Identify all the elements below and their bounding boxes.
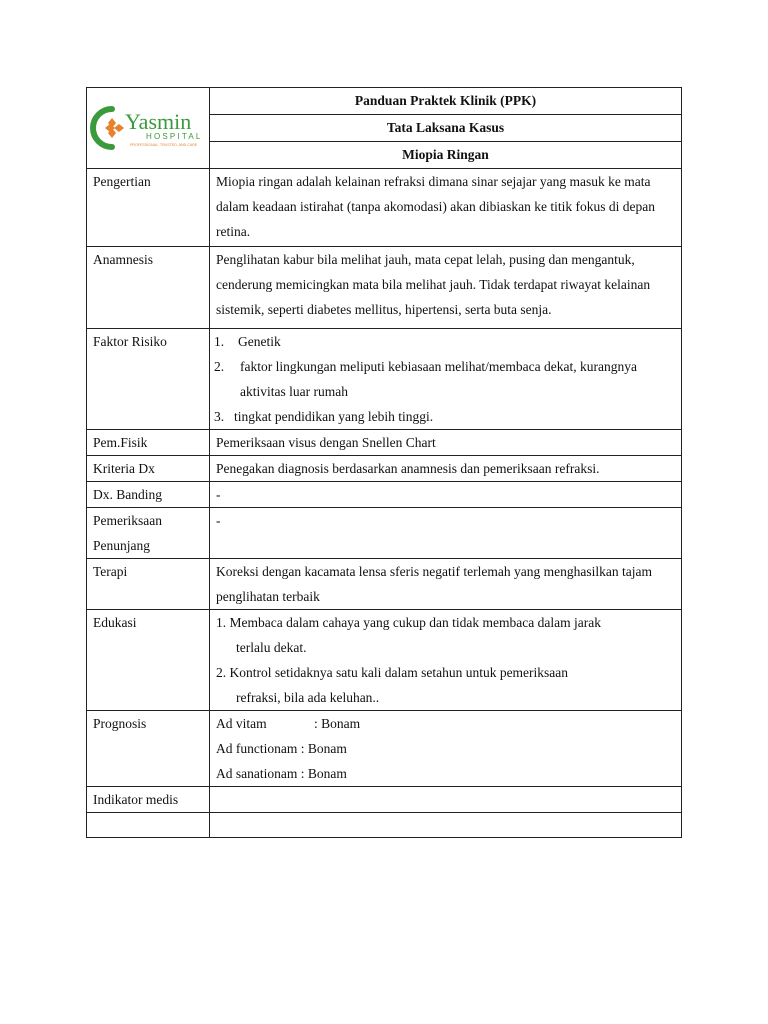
row-pemeriksaan-penunjang: [87, 508, 682, 559]
list-number: 3.: [214, 409, 225, 424]
list-item: [216, 660, 675, 710]
list-item: [216, 610, 675, 660]
logo-cell: [87, 88, 210, 169]
list-item: [214, 329, 675, 354]
list-text: tingkat pendidikan yang lebih tinggi.: [234, 409, 434, 424]
list-text-continued: refraksi, bila ada keluhan..: [236, 690, 380, 705]
row-label: Faktor Risiko: [87, 329, 210, 430]
row-label: Terapi: [87, 559, 210, 610]
logo-name: Yasmin: [125, 109, 192, 134]
row-value: -: [210, 482, 682, 508]
prognosis-key: Ad sanationam: [216, 766, 298, 781]
prognosis-key: Ad vitam: [216, 716, 267, 731]
prognosis-key: Ad functionam: [216, 741, 298, 756]
header-subtitle: Tata Laksana Kasus: [210, 115, 682, 142]
row-label: Edukasi: [87, 610, 210, 711]
row-dx-banding: [87, 482, 682, 508]
row-label: Pengertian: [87, 169, 210, 247]
row-label: Pemeriksaan Penunjang: [87, 508, 210, 559]
risk-factor-list: [214, 329, 675, 429]
list-number: 1.: [214, 334, 225, 349]
header-title: Panduan Praktek Klinik (PPK): [210, 88, 682, 115]
row-label: Indikator medis: [87, 787, 210, 813]
list-text: faktor lingkungan meliputi kebiasaan melihat/membaca dekat, kurangnya aktivitas luar rumah: [240, 359, 637, 399]
list-number: 2.: [214, 359, 225, 374]
row-anamnesis: [87, 247, 682, 329]
row-value: [210, 329, 682, 430]
row-label: Anamnesis: [87, 247, 210, 329]
prognosis-item: [216, 711, 675, 736]
list-text: 2. Kontrol setidaknya satu kali dalam setahun untuk pemeriksaan: [216, 665, 569, 680]
logo-sub: HOSPITAL: [146, 132, 203, 141]
logo-tagline: PROFESSIONAL, TRUSTED, AND CARE: [130, 143, 198, 147]
row-pem-fisik: [87, 430, 682, 456]
list-text: Genetik: [238, 334, 281, 349]
row-terapi: [87, 559, 682, 610]
row-label: Dx. Banding: [87, 482, 210, 508]
row-kriteria-dx: [87, 456, 682, 482]
prognosis-item: [216, 761, 675, 786]
list-item: [214, 404, 675, 429]
prognosis-value: : Bonam: [300, 741, 347, 756]
prognosis-item: [216, 736, 675, 761]
list-item: [214, 354, 675, 404]
header-case-name: Miopia Ringan: [210, 142, 682, 169]
education-list: [216, 610, 675, 710]
row-label: Pem.Fisik: [87, 430, 210, 456]
row-label: Prognosis: [87, 711, 210, 787]
list-text: 1. Membaca dalam cahaya yang cukup dan tidak membaca dalam jarak: [216, 615, 601, 630]
row-value: -: [210, 508, 682, 559]
row-value: [210, 787, 682, 813]
prognosis-value: : Bonam: [300, 766, 347, 781]
row-faktor-risiko: [87, 329, 682, 430]
row-value: [210, 610, 682, 711]
row-value: Pemeriksaan visus dengan Snellen Chart: [210, 430, 682, 456]
row-prognosis: [87, 711, 682, 787]
row-pengertian: [87, 169, 682, 247]
row-value-empty: [210, 813, 682, 838]
row-value: [210, 711, 682, 787]
list-text-continued: terlalu dekat.: [236, 640, 307, 655]
row-indikator-medis: [87, 787, 682, 813]
row-value: Penegakan diagnosis berdasarkan anamnesis dan pemeriksaan refraksi.: [210, 456, 682, 482]
row-edukasi: [87, 610, 682, 711]
yasmin-hospital-logo: [88, 101, 208, 155]
row-blank: [87, 813, 682, 838]
prognosis-value: : Bonam: [314, 716, 361, 731]
row-value: Miopia ringan adalah kelainan refraksi dimana sinar sejajar yang masuk ke mata dalam keadaan istirahat (tanpa akomodasi) akan dibiaskan ke titik fokus di depan retina.: [210, 169, 682, 247]
row-value: Koreksi dengan kacamata lensa sferis negatif terlemah yang menghasilkan tajam penglihatan terbaik: [210, 559, 682, 610]
row-value: Penglihatan kabur bila melihat jauh, mata cepat lelah, pusing dan mengantuk, cenderung memicingkan mata bila melihat jauh. Tidak terdapat riwayat kelainan sistemik, seperti diabetes mellitus, hipertensi, serta buta senja.: [210, 247, 682, 329]
ppk-table: [86, 87, 682, 838]
row-label: Kriteria Dx: [87, 456, 210, 482]
row-label-empty: [87, 813, 210, 838]
